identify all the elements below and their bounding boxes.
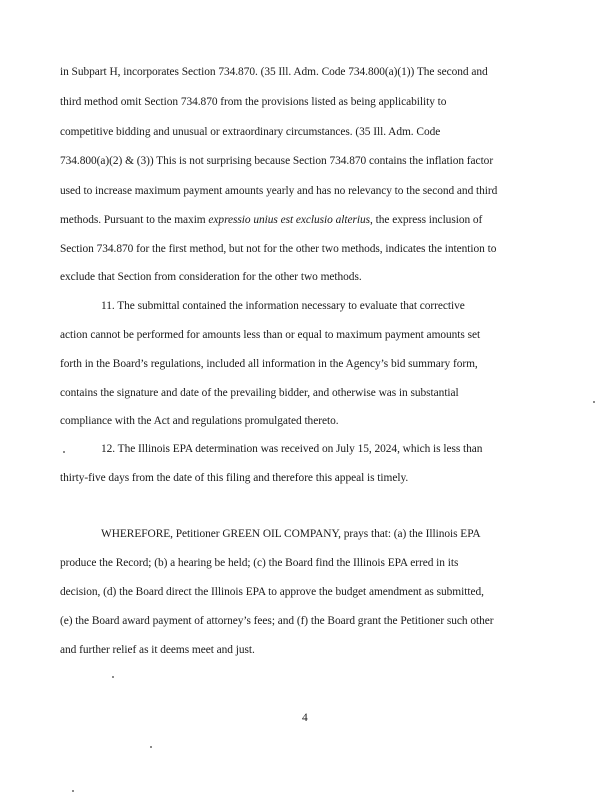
text-line: produce the Record; (b) a hearing be held; (c) the Board find the Illinois EPA erred in its — [60, 557, 459, 569]
text-line: (e) the Board award payment of attorney’s fees; and (f) the Board grant the Petitioner such other — [60, 615, 494, 627]
text-line: forth in the Board’s regulations, included all information in the Agency’s bid summary form, — [60, 358, 478, 370]
text-segment: , the express inclusion of — [370, 214, 483, 226]
scan-speck — [72, 790, 74, 792]
text-line: in Subpart H, incorporates Section 734.870. (35 Ill. Adm. Code 734.800(a)(1)) The second and — [60, 66, 488, 78]
text-line: 734.800(a)(2) & (3)) This is not surprising because Section 734.870 contains the inflation factor — [60, 155, 494, 167]
page-number: 4 — [302, 712, 308, 724]
text-line: action cannot be performed for amounts less than or equal to maximum payment amounts set — [60, 329, 481, 341]
scan-speck — [593, 401, 595, 403]
text-segment: methods. Pursuant to the maxim — [60, 214, 209, 226]
text-line: Section 734.870 for the first method, but not for the other two methods, indicates the intention to — [60, 243, 497, 255]
wherefore-clause-start: WHEREFORE, Petitioner GREEN OIL COMPANY, prays that: (a) the Illinois EPA — [101, 528, 481, 540]
scan-speck — [63, 451, 65, 453]
text-line: used to increase maximum payment amounts yearly and has no relevancy to the second and third — [60, 185, 498, 197]
text-line: decision, (d) the Board direct the Illinois EPA to approve the budget amendment as submitted, — [60, 586, 484, 598]
text-line: thirty-five days from the date of this filing and therefore this appeal is timely. — [60, 472, 409, 484]
paragraph-11-start: 11. The submittal contained the information necessary to evaluate that corrective — [101, 300, 465, 312]
latin-maxim: expressio unius est exclusio alterius — [208, 214, 371, 226]
scan-speck — [150, 746, 152, 748]
paragraph-12-start: 12. The Illinois EPA determination was received on July 15, 2024, which is less than — [101, 443, 483, 455]
text-line: and further relief as it deems meet and just. — [60, 644, 255, 656]
text-line: competitive bidding and unusual or extraordinary circumstances. (35 Ill. Adm. Code — [60, 126, 441, 138]
text-line-with-latin-maxim — [60, 214, 482, 226]
scan-speck — [112, 676, 114, 678]
text-line: third method omit Section 734.870 from the provisions listed as being applicability to — [60, 96, 447, 108]
text-line: compliance with the Act and regulations promulgated thereto. — [60, 415, 339, 427]
text-line: exclude that Section from consideration for the other two methods. — [60, 271, 362, 283]
text-line: contains the signature and date of the prevailing bidder, and otherwise was in substantial — [60, 387, 459, 399]
